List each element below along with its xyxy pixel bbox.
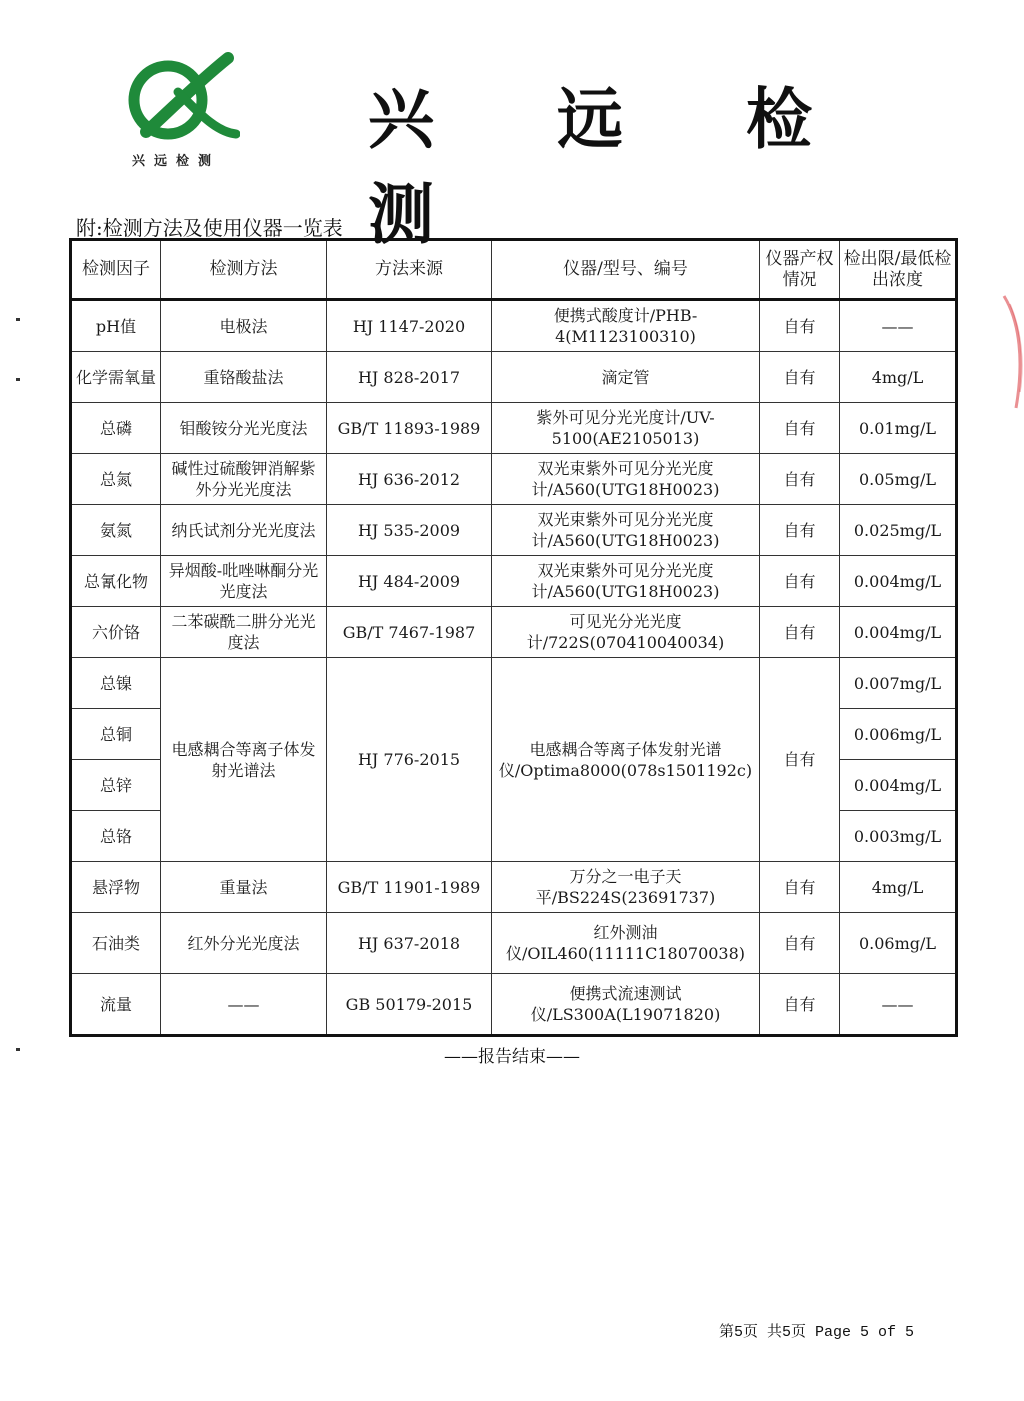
method-cell: —— (161, 974, 327, 1036)
factor-cell: 总锌 (71, 760, 161, 811)
instrument-cell: 滴定管 (492, 352, 760, 403)
limit-cell: 0.007mg/L (840, 658, 957, 709)
table-row (71, 974, 957, 1036)
ownership-cell: 自有 (760, 505, 840, 556)
limit-cell: 0.01mg/L (840, 403, 957, 454)
method-cell: 钼酸铵分光光度法 (161, 403, 327, 454)
factor-cell: 六价铬 (71, 607, 161, 658)
ownership-cell: 自有 (760, 658, 840, 862)
table-row (71, 556, 957, 607)
factor-cell: 流量 (71, 974, 161, 1036)
instrument-cell: 双光束紫外可见分光光度计/A560(UTG18H0023) (492, 556, 760, 607)
limit-cell: 0.06mg/L (840, 913, 957, 974)
limit-cell: —— (840, 300, 957, 352)
instrument-cell: 便携式酸度计/PHB-4(M1123100310) (492, 300, 760, 352)
factor-cell: 总铬 (71, 811, 161, 862)
ownership-cell: 自有 (760, 403, 840, 454)
company-logo-icon (128, 52, 240, 142)
limit-cell: 0.004mg/L (840, 760, 957, 811)
method-cell: 碱性过硫酸钾消解紫外分光光度法 (161, 454, 327, 505)
table-row (71, 403, 957, 454)
scan-mark (16, 318, 20, 321)
source-cell: GB/T 7467-1987 (327, 607, 492, 658)
page-number: 第5页 共5页 Page 5 of 5 (719, 1324, 915, 1341)
method-cell: 二苯碳酰二肼分光光度法 (161, 607, 327, 658)
factor-cell: 化学需氧量 (71, 352, 161, 403)
table-row (71, 352, 957, 403)
source-cell: HJ 828-2017 (327, 352, 492, 403)
ownership-cell: 自有 (760, 913, 840, 974)
factor-cell: 悬浮物 (71, 862, 161, 913)
table-row (71, 862, 957, 913)
brand-name: 兴 远 检 测 (368, 81, 862, 253)
header-cell: 方法来源 (327, 240, 492, 300)
factor-cell: 总镍 (71, 658, 161, 709)
source-cell: HJ 776-2015 (327, 658, 492, 862)
header-cell: 检测因子 (71, 240, 161, 300)
section-title: 附:检测方法及使用仪器一览表 (76, 216, 343, 240)
instrument-cell: 红外测油仪/OIL460(11111C18070038) (492, 913, 760, 974)
limit-cell: 4mg/L (840, 352, 957, 403)
ownership-cell: 自有 (760, 607, 840, 658)
report-end-text: ——报告结束—— (444, 1047, 580, 1067)
method-cell: 纳氏试剂分光光度法 (161, 505, 327, 556)
limit-cell: 0.05mg/L (840, 454, 957, 505)
ownership-cell: 自有 (760, 454, 840, 505)
table-row (71, 607, 957, 658)
table-header-row (71, 240, 957, 300)
source-cell: HJ 636-2012 (327, 454, 492, 505)
instrument-cell: 万分之一电子天平/BS224S(23691737) (492, 862, 760, 913)
table-row (71, 658, 957, 709)
limit-cell: 4mg/L (840, 862, 957, 913)
table-row (71, 913, 957, 974)
factor-cell: pH值 (71, 300, 161, 352)
method-cell: 红外分光光度法 (161, 913, 327, 974)
method-cell: 重量法 (161, 862, 327, 913)
source-cell: GB/T 11893-1989 (327, 403, 492, 454)
limit-cell: 0.004mg/L (840, 607, 957, 658)
ownership-cell: 自有 (760, 556, 840, 607)
limit-cell: 0.025mg/L (840, 505, 957, 556)
instrument-cell: 可见光分光光度计/722S(070410040034) (492, 607, 760, 658)
source-cell: HJ 1147-2020 (327, 300, 492, 352)
method-cell: 电极法 (161, 300, 327, 352)
source-cell: HJ 637-2018 (327, 913, 492, 974)
factor-cell: 总磷 (71, 403, 161, 454)
instrument-cell: 便携式流速测试仪/LS300A(L19071820) (492, 974, 760, 1036)
instrument-cell: 电感耦合等离子体发射光谱仪/Optima8000(078s1501192c) (492, 658, 760, 862)
header-cell: 仪器/型号、编号 (492, 240, 760, 300)
method-cell: 异烟酸-吡唑啉酮分光光度法 (161, 556, 327, 607)
factor-cell: 石油类 (71, 913, 161, 974)
red-stamp-icon (990, 292, 1024, 412)
scan-mark (16, 378, 20, 381)
factor-cell: 总铜 (71, 709, 161, 760)
factor-cell: 氨氮 (71, 505, 161, 556)
table-row (71, 454, 957, 505)
source-cell: HJ 535-2009 (327, 505, 492, 556)
header-cell: 检测方法 (161, 240, 327, 300)
source-cell: GB 50179-2015 (327, 974, 492, 1036)
logo-caption: 兴远检测 (132, 154, 221, 169)
table-row (71, 300, 957, 352)
source-cell: GB/T 11901-1989 (327, 862, 492, 913)
factor-cell: 总氮 (71, 454, 161, 505)
limit-cell: 0.004mg/L (840, 556, 957, 607)
methods-table (69, 238, 958, 1037)
limit-cell: 0.003mg/L (840, 811, 957, 862)
ownership-cell: 自有 (760, 974, 840, 1036)
ownership-cell: 自有 (760, 300, 840, 352)
instrument-cell: 双光束紫外可见分光光度计/A560(UTG18H0023) (492, 454, 760, 505)
method-cell: 重铬酸盐法 (161, 352, 327, 403)
header-cell: 仪器产权情况 (760, 240, 840, 300)
table-row (71, 505, 957, 556)
limit-cell: —— (840, 974, 957, 1036)
limit-cell: 0.006mg/L (840, 709, 957, 760)
factor-cell: 总氰化物 (71, 556, 161, 607)
instrument-cell: 双光束紫外可见分光光度计/A560(UTG18H0023) (492, 505, 760, 556)
ownership-cell: 自有 (760, 352, 840, 403)
instrument-cell: 紫外可见分光光度计/UV-5100(AE2105013) (492, 403, 760, 454)
header-cell: 检出限/最低检出浓度 (840, 240, 957, 300)
method-cell: 电感耦合等离子体发射光谱法 (161, 658, 327, 862)
ownership-cell: 自有 (760, 862, 840, 913)
source-cell: HJ 484-2009 (327, 556, 492, 607)
